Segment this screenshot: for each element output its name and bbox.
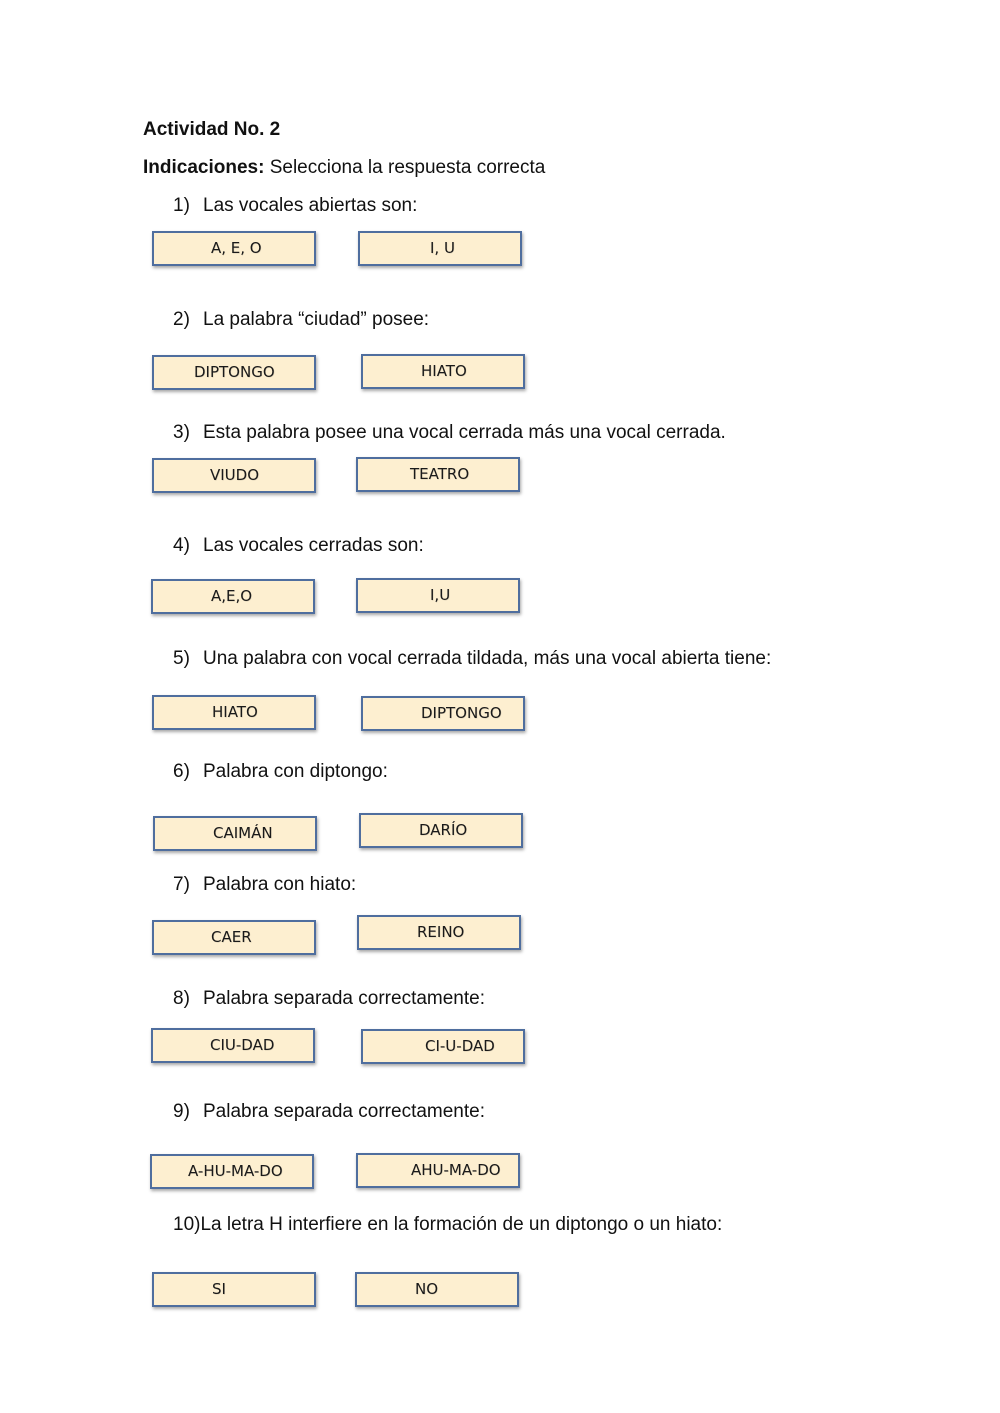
question-text: Palabra separada correctamente: [203, 988, 485, 1009]
question-4 [173, 535, 424, 557]
answer-option[interactable]: A-HU-MA-DO [150, 1154, 314, 1189]
answer-option[interactable]: AHU-MA-DO [356, 1153, 520, 1188]
question-10 [173, 1214, 722, 1236]
question-number: 6) [173, 761, 190, 782]
question-9 [173, 1101, 485, 1123]
answer-option[interactable]: A, E, O [152, 231, 316, 266]
answer-option[interactable]: REINO [357, 915, 521, 950]
answer-option[interactable]: CI-U-DAD [361, 1029, 525, 1064]
activity-title: Actividad No. 2 [143, 119, 281, 140]
question-text: Palabra con diptongo: [203, 761, 388, 782]
instructions-label: Indicaciones: [143, 157, 265, 178]
instructions-text: Selecciona la respuesta correcta [264, 157, 546, 178]
question-6 [173, 761, 388, 783]
question-text: Palabra separada correctamente: [203, 1101, 485, 1122]
question-text: La letra H interfiere en la formación de un diptongo o un hiato: [200, 1214, 723, 1235]
question-7 [173, 874, 356, 896]
question-number: 9) [173, 1101, 190, 1122]
question-number: 1) [173, 195, 190, 216]
answer-option[interactable]: DIPTONGO [361, 696, 525, 731]
question-text: Palabra con hiato: [203, 874, 357, 895]
question-3 [173, 422, 726, 444]
question-number: 7) [173, 874, 190, 895]
answer-option[interactable]: CAER [152, 920, 316, 955]
answer-option[interactable]: NO [355, 1272, 519, 1307]
answer-option[interactable]: I, U [358, 231, 522, 266]
answer-option[interactable]: CAIMÁN [153, 816, 317, 851]
question-number: 3) [173, 422, 190, 443]
question-text: La palabra “ciudad” posee: [203, 309, 430, 330]
answer-option[interactable]: DIPTONGO [152, 355, 316, 390]
answer-option[interactable]: SI [152, 1272, 316, 1307]
question-number: 2) [173, 309, 190, 330]
question-text: Esta palabra posee una vocal cerrada más una vocal cerrada. [203, 422, 726, 443]
answer-option[interactable]: TEATRO [356, 457, 520, 492]
answer-option[interactable]: HIATO [152, 695, 316, 730]
instructions [143, 157, 545, 179]
answer-option[interactable]: I,U [356, 578, 520, 613]
question-text: Las vocales cerradas son: [203, 535, 424, 556]
question-number: 8) [173, 988, 190, 1009]
question-8 [173, 988, 485, 1010]
answer-option[interactable]: CIU-DAD [151, 1028, 315, 1063]
answer-option[interactable]: DARÍO [359, 813, 523, 848]
question-number: 4) [173, 535, 190, 556]
question-5 [173, 648, 771, 670]
answer-option[interactable]: A,E,O [151, 579, 315, 614]
question-number: 10) [173, 1214, 201, 1235]
answer-option[interactable]: VIUDO [152, 458, 316, 493]
question-number: 5) [173, 648, 190, 669]
answer-option[interactable]: HIATO [361, 354, 525, 389]
question-text: Una palabra con vocal cerrada tildada, más una vocal abierta tiene: [203, 648, 772, 669]
question-1 [173, 195, 417, 217]
question-2 [173, 309, 429, 331]
question-text: Las vocales abiertas son: [203, 195, 418, 216]
